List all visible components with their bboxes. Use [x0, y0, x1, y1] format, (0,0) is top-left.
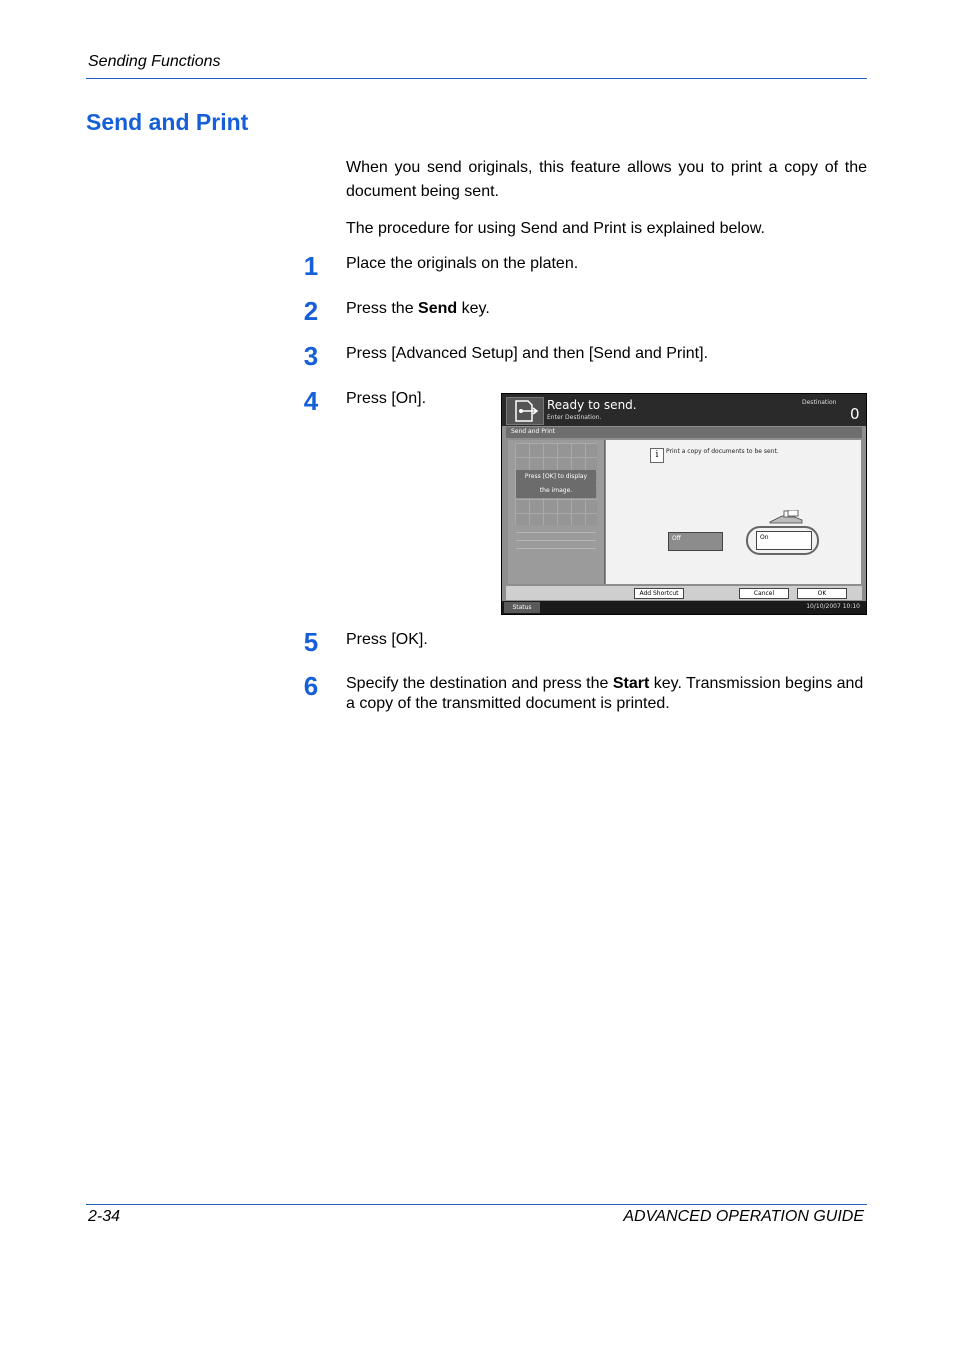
- page-number: 2-34: [88, 1208, 121, 1225]
- step-text-6-pre: Specify the destination and press the: [346, 675, 613, 692]
- destination-count: 0: [850, 405, 860, 423]
- guide-title: ADVANCED OPERATION GUIDE: [623, 1208, 864, 1225]
- send-mode-icon: [506, 397, 544, 425]
- intro-paragraph-1: When you send originals, this feature allows you to print a copy of the document being sent.: [346, 159, 867, 200]
- preview-area: [508, 440, 605, 584]
- preview-divider: [516, 548, 596, 549]
- step-text-2-post: key.: [457, 300, 490, 317]
- operation-panel-screenshot: [501, 393, 867, 615]
- preview-message-line-1: Press [OK] to display: [524, 473, 588, 480]
- cancel-button[interactable]: Cancel: [739, 588, 789, 599]
- panel-tab-bar: [506, 427, 862, 438]
- panel-status-bar: [502, 601, 866, 614]
- panel-ready-text: Ready to send.: [547, 398, 637, 412]
- step-number-1: 1: [303, 251, 319, 281]
- panel-enter-destination: Enter Destination.: [547, 414, 602, 421]
- info-icon: i: [650, 448, 664, 463]
- send-key-label: Send: [418, 300, 458, 317]
- preview-divider: [516, 532, 596, 533]
- status-button[interactable]: Status: [504, 602, 540, 613]
- ok-button[interactable]: OK: [797, 588, 847, 599]
- panel-action-bar: [506, 586, 862, 600]
- preview-divider: [516, 540, 596, 541]
- panel-status-header: [502, 394, 866, 426]
- on-button[interactable]: On: [756, 531, 812, 550]
- off-button[interactable]: Off: [668, 532, 723, 551]
- step-text-5: Press [OK].: [346, 631, 428, 648]
- header-rule: [86, 78, 867, 79]
- step-text-2: [346, 299, 867, 319]
- footer-rule: [86, 1204, 867, 1205]
- send-and-print-settings: [606, 440, 861, 584]
- intro-paragraph-2: The procedure for using Send and Print is explained below.: [346, 220, 765, 237]
- step-text-3: Press [Advanced Setup] and then [Send and Print].: [346, 345, 709, 362]
- step-text-6: [346, 674, 867, 714]
- info-message: Print a copy of documents to be sent.: [666, 448, 779, 455]
- preview-message-line-2: the image.: [539, 487, 573, 494]
- preview-message: [516, 470, 596, 498]
- tab-send-and-print: Send and Print: [511, 428, 556, 435]
- step-number-6: 6: [303, 671, 319, 701]
- step-text-4: Press [On].: [346, 390, 427, 407]
- destination-label: Destination: [802, 399, 837, 406]
- panel-datetime: 10/10/2007 10:10: [806, 603, 860, 610]
- start-key-label: Start: [612, 675, 650, 692]
- add-shortcut-button[interactable]: Add Shortcut: [634, 588, 684, 599]
- step-number-4: 4: [303, 386, 319, 416]
- step-text-1: Place the originals on the platen.: [346, 255, 579, 272]
- step-number-5: 5: [303, 627, 319, 657]
- running-header: Sending Functions: [88, 53, 221, 70]
- step-text-2-pre: Press the: [346, 300, 419, 317]
- step-text-6-post: key. Transmission begins and a copy of the transmitted document is printed.: [346, 675, 864, 712]
- step-number-2: 2: [303, 296, 319, 326]
- step-number-3: 3: [303, 341, 319, 371]
- page-title: Send and Print: [86, 109, 249, 135]
